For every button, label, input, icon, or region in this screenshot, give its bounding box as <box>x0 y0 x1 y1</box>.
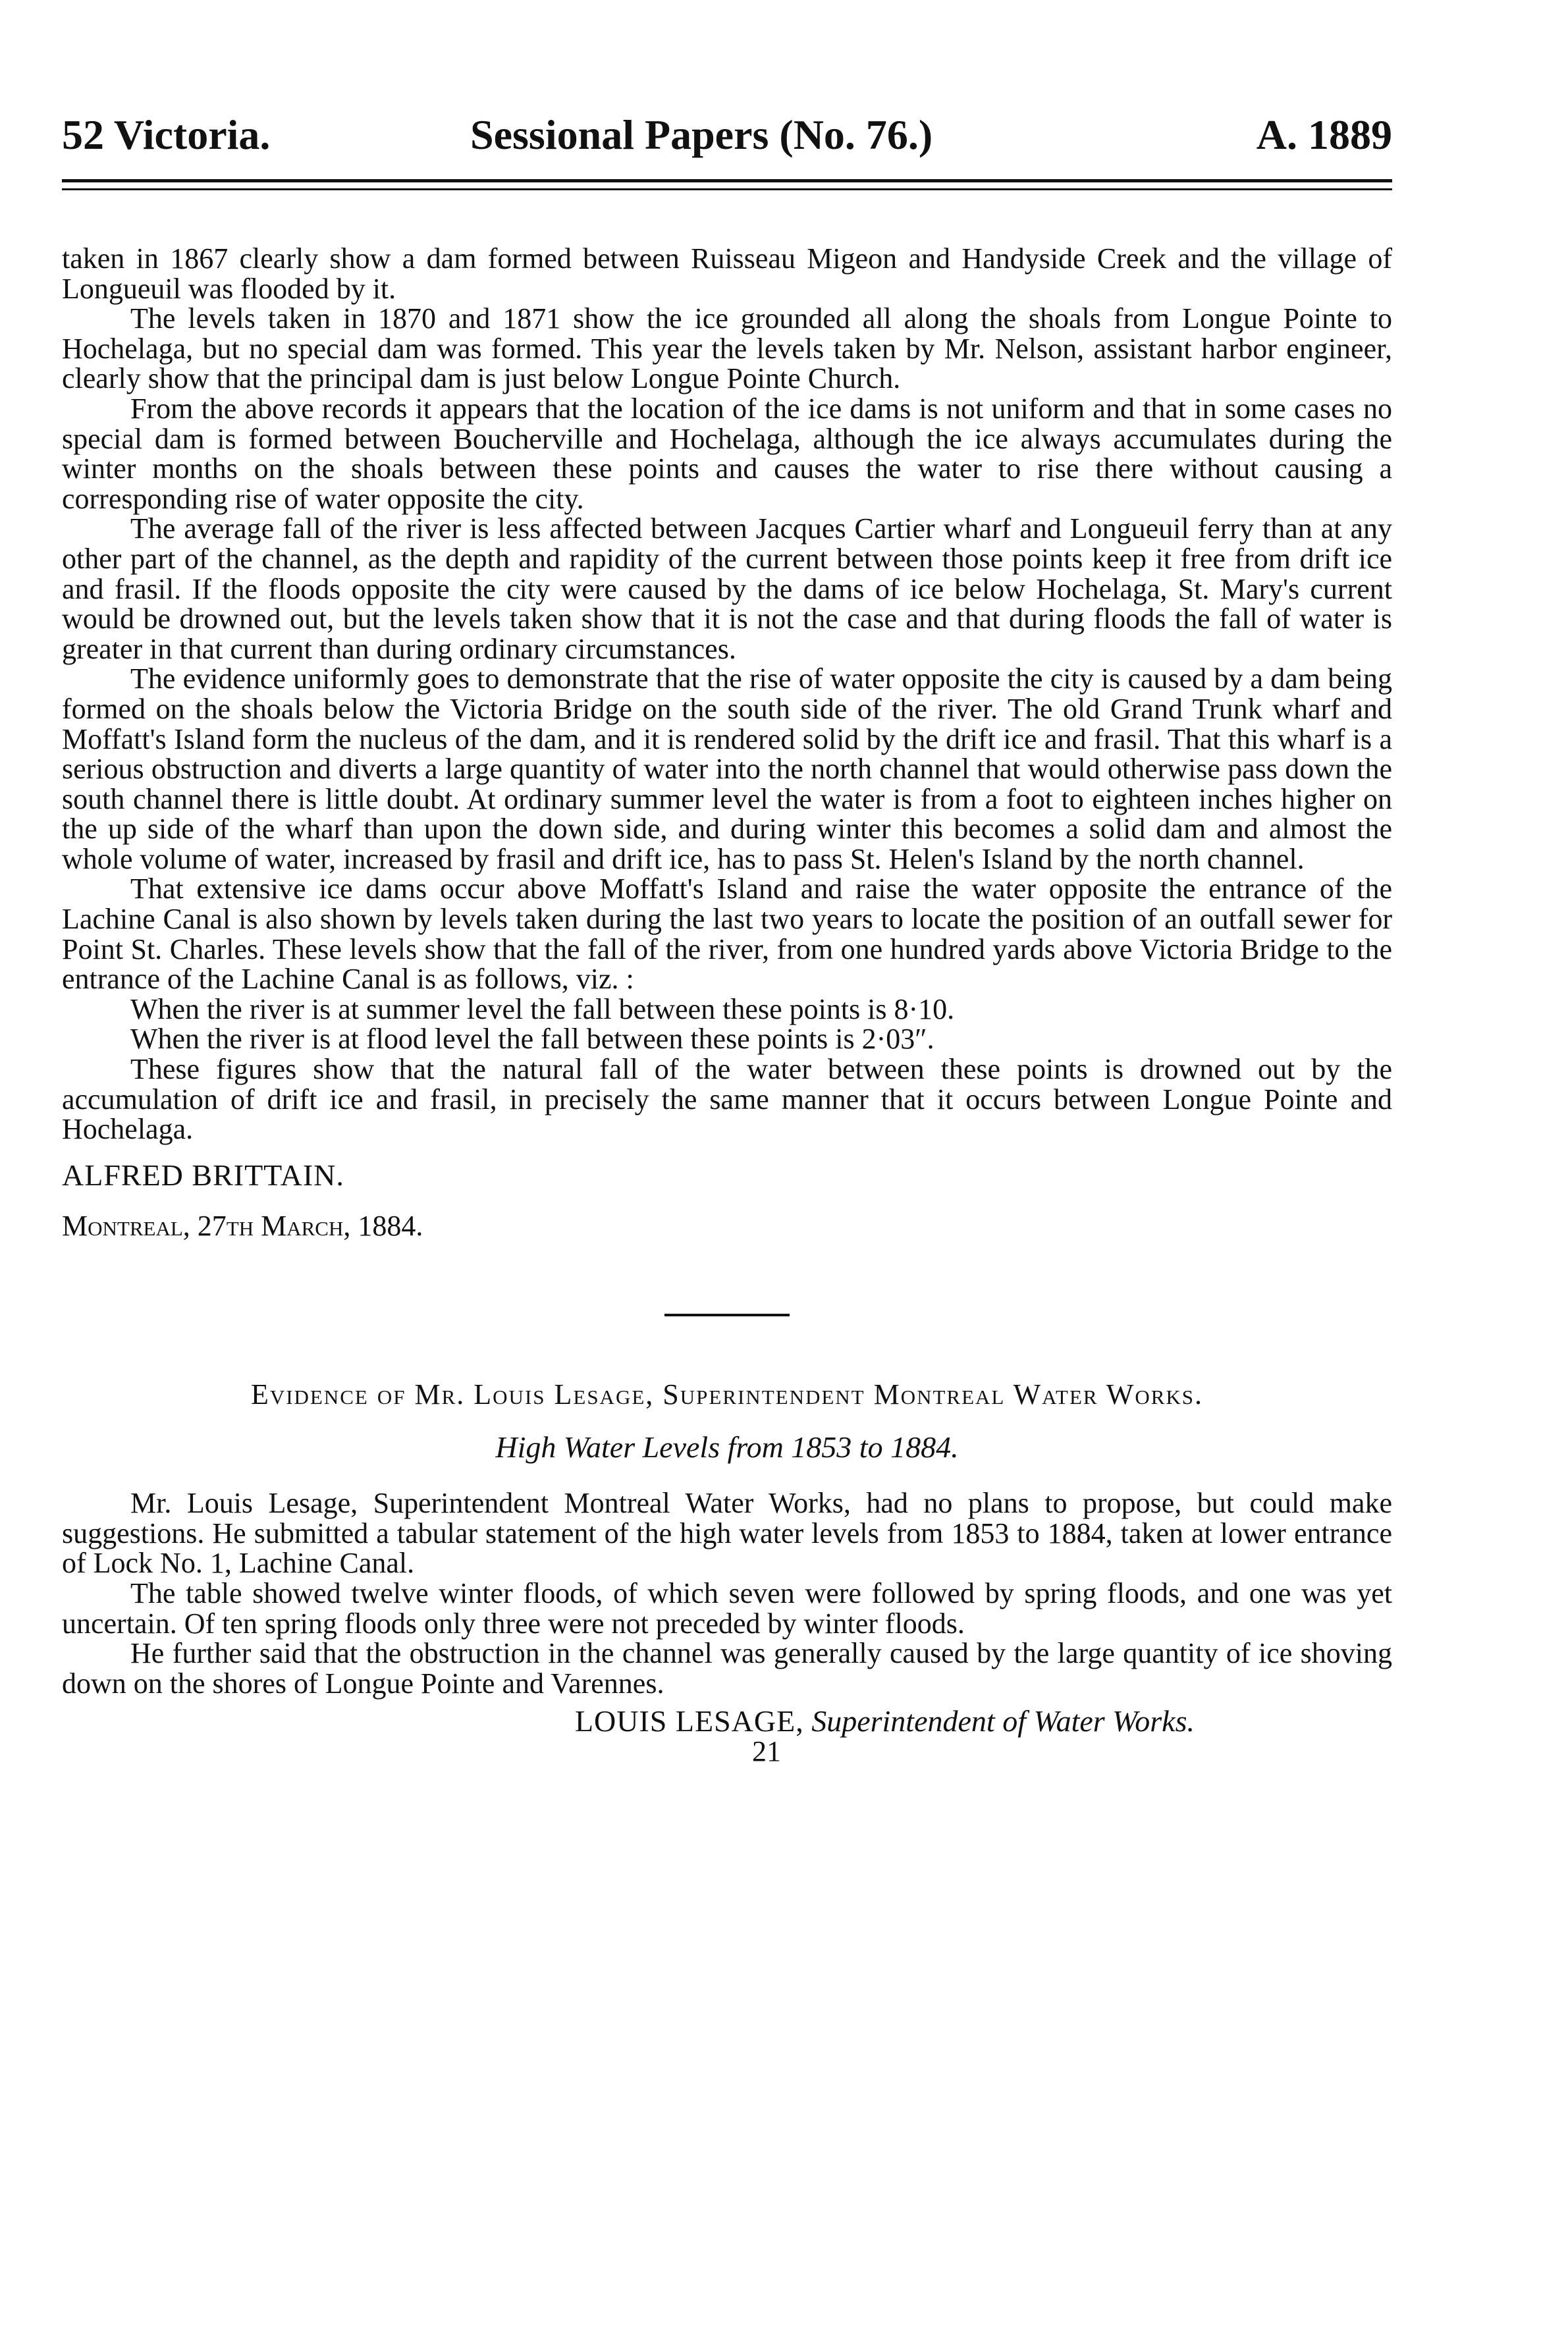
signature-title: Superintendent of Water Works. <box>811 1704 1195 1738</box>
section-separator <box>664 1314 790 1316</box>
page-number: 21 <box>752 1735 781 1767</box>
level-statement: When the river is at flood level the fall between these points is 2·03″. <box>130 1023 934 1056</box>
signature-lesage <box>62 1706 1392 1736</box>
paragraph: Mr. Louis Lesage, Superintendent Montreal Water Works, had no plans to propose, but could make suggestions. He submitted a tabular statement of the high water levels from 1853 to 1884, taken at lower entrance of Lock No. 1, Lachine Canal. <box>62 1487 1392 1580</box>
paragraph: These figures show that the natural fall of the water between these points is drowned out by the accumulation of drift ice and frasil, in precisely the same manner that it occurs between Longue Pointe and Hochelaga. <box>62 1053 1392 1146</box>
paragraph: The table showed twelve winter floods, of which seven were followed by spring floods, and one was yet uncertain. Of ten spring floods only three were not preceded by winter floods. <box>62 1576 1392 1640</box>
dateline: Montreal, 27th March, 1884. <box>62 1210 423 1243</box>
level-statement: When the river is at summer level the fall between these points is 8·10. <box>130 992 955 1025</box>
header-rule-thick <box>62 179 1392 182</box>
paragraph: He further said that the obstruction in the channel was generally caused by the large quantity of ice shoving down on the shores of Longue Pointe and Varennes. <box>62 1637 1392 1700</box>
paragraph: From the above records it appears that the location of the ice dams is not uniform and that in some cases no special dam is formed between Boucherville and Hochelaga, although the ice always accumulates during the winter months on the shoals between these points and causes the water to rise there without causing a corresponding rise of water opposite the city. <box>62 392 1392 515</box>
header-volume: 52 Victoria. <box>62 111 271 158</box>
paragraph: The evidence uniformly goes to demonstrate that the rise of water opposite the city is caused by a dam being formed on the shoals below the Victoria Bridge on the south side of the river. The old Grand Trunk wharf and Moffatt's Island form the nucleus of the dam, and it is rendered solid by the drift ice and frasil. That this wharf is a serious obstruction and diverts a large quantity of water into the north channel that would otherwise pass down the south channel there is little doubt. At ordinary summer level the water is from a foot to eighteen inches higher on the up side of the wharf than upon the down side, and during winter this becomes a solid dam and almost the whole volume of water, increased by frasil and drift ice, has to pass St. Helen's Island by the north channel. <box>62 662 1392 875</box>
running-header <box>62 105 1392 165</box>
body-text <box>62 244 1392 1767</box>
paragraph: That extensive ice dams occur above Moffatt's Island and raise the water opposite the entrance of the Lachine Canal is also shown by levels taken during the last two years to locate the position of an outfall sewer for Point St. Charles. These levels show that the fall of the river, from one hundred yards above Victoria Bridge to the entrance of the Lachine Canal is as follows, viz. : <box>62 873 1392 996</box>
header-title: Sessional Papers (No. 76.) <box>470 111 933 158</box>
header-rule-thin <box>62 188 1392 190</box>
paragraph: The average fall of the river is less affected between Jacques Cartier wharf and Longueuil ferry than at any other part of the channel, as the depth and rapidity of the current between those points keep it free from drift ice and frasil. If the floods opposite the city were caused by the dams of ice below Hochelaga, St. Mary's current would be drowned out, but the levels taken show that it is not the case and that during floods the fall of water is greater in that current than during ordinary circumstances. <box>62 512 1392 665</box>
evidence-heading: Evidence of Mr. Louis Lesage, Superintendent Montreal Water Works. <box>250 1378 1204 1411</box>
paragraph: The levels taken in 1870 and 1871 show the ice grounded all along the shoals from Longue Pointe to Hochelaga, but no special dam was formed. This year the levels taken by Mr. Nelson, assistant harbor engineer, clearly show that the principal dam is just below Longue Pointe Church. <box>62 302 1392 395</box>
paragraph-continuation: taken in 1867 clearly show a dam formed between Ruisseau Migeon and Handyside Creek and the village of Longueuil was flooded by it. <box>62 242 1392 305</box>
signature-name: LOUIS LESAGE, <box>574 1704 804 1738</box>
section-subheading: High Water Levels from 1853 to 1884. <box>495 1430 959 1464</box>
header-year: A. 1889 <box>1256 111 1392 158</box>
signature-brittain: ALFRED BRITTAIN. <box>62 1158 344 1192</box>
